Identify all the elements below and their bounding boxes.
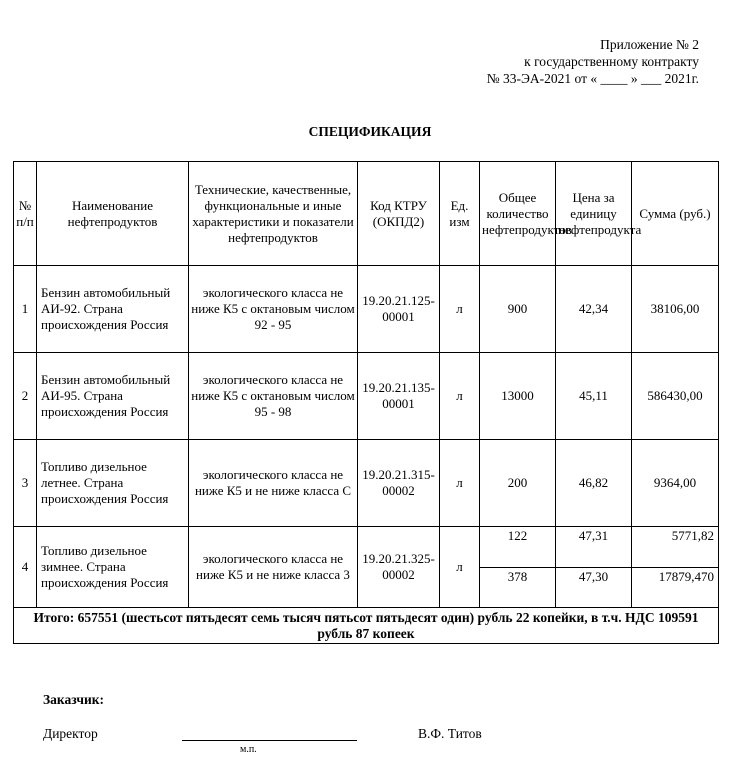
appendix-number: Приложение № 2 xyxy=(600,37,699,52)
product-price-split xyxy=(556,527,632,608)
product-price: 47,31 xyxy=(578,528,609,543)
col-header-name: Наименование нефтепродуктов xyxy=(37,162,189,266)
row-num: 2 xyxy=(14,353,37,440)
col-header-sum: Сумма (руб.) xyxy=(632,162,719,266)
product-characteristics: экологического класса не ниже К5 и не ниже класса С xyxy=(189,440,358,527)
product-sum: 586430,00 xyxy=(632,353,719,440)
product-quantity: 13000 xyxy=(480,353,556,440)
product-code: 19.20.21.125-00001 xyxy=(358,266,440,353)
product-unit: л xyxy=(440,527,480,608)
product-unit: л xyxy=(440,353,480,440)
signature-line xyxy=(182,740,357,741)
col-header-code: Код КТРУ (ОКПД2) xyxy=(358,162,440,266)
product-quantity: 378 xyxy=(480,567,555,608)
product-sum: 9364,00 xyxy=(632,440,719,527)
product-characteristics: экологического класса не ниже К5 с октановым числом 95 - 98 xyxy=(189,353,358,440)
col-header-characteristics: Технические, качественные, функциональные и иные характеристики и показатели нефтепродуктов xyxy=(189,162,358,266)
total-text: Итого: 657551 (шестьсот пятьдесят семь тысяч пятьсот пятьдесят один) рубль 22 копейки, в т.ч. НДС 109591 рубль 87 копеек xyxy=(14,608,719,644)
signer-name: В.Ф. Титов xyxy=(418,726,482,741)
product-characteristics: экологического класса не ниже К5 с октановым числом 92 - 95 xyxy=(189,266,358,353)
table-row xyxy=(14,527,719,608)
signer-position: Директор xyxy=(43,726,98,741)
product-quantity: 900 xyxy=(480,266,556,353)
col-header-quantity: Общее количество нефтепродуктов xyxy=(480,162,556,266)
product-code: 19.20.21.315-00002 xyxy=(358,440,440,527)
table-header-row xyxy=(14,162,719,266)
product-code: 19.20.21.325-00002 xyxy=(358,527,440,608)
row-num: 3 xyxy=(14,440,37,527)
product-name: Топливо дизельное летнее. Страна происхождения Россия xyxy=(37,440,189,527)
product-unit: л xyxy=(440,266,480,353)
contract-reference: к государственному контракту xyxy=(524,54,699,69)
total-row xyxy=(14,608,719,644)
document-title: СПЕЦИФИКАЦИЯ xyxy=(308,124,432,139)
product-price: 42,34 xyxy=(556,266,632,353)
table-row xyxy=(14,440,719,527)
col-header-price: Цена за единицу нефтепродукта xyxy=(556,162,632,266)
product-price: 47,30 xyxy=(556,567,631,608)
product-price: 45,11 xyxy=(556,353,632,440)
contract-number-date: № 33-ЭА-2021 от « ____ » ___ 2021г. xyxy=(486,71,699,86)
table-row xyxy=(14,353,719,440)
product-name: Бензин автомобильный АИ-92. Страна происхождения Россия xyxy=(37,266,189,353)
product-sum: 38106,00 xyxy=(632,266,719,353)
col-header-unit: Ед. изм xyxy=(440,162,480,266)
product-price: 46,82 xyxy=(556,440,632,527)
specification-table xyxy=(13,161,719,644)
product-quantity: 200 xyxy=(480,440,556,527)
product-name: Бензин автомобильный АИ-95. Страна происхождения Россия xyxy=(37,353,189,440)
product-name: Топливо дизельное зимнее. Страна происхождения Россия xyxy=(37,527,189,608)
product-sum-split xyxy=(632,527,719,608)
row-num: 4 xyxy=(14,527,37,608)
row-num: 1 xyxy=(14,266,37,353)
product-unit: л xyxy=(440,440,480,527)
customer-label: Заказчик: xyxy=(43,692,105,707)
table-row xyxy=(14,266,719,353)
product-sum: 17879,470 xyxy=(632,567,718,608)
product-quantity: 122 xyxy=(507,528,528,543)
col-header-num: № п/п xyxy=(14,162,37,266)
stamp-place-label: м.п. xyxy=(240,744,257,755)
product-characteristics: экологического класса не ниже К5 и не ниже класса 3 xyxy=(189,527,358,608)
product-code: 19.20.21.135-00001 xyxy=(358,353,440,440)
product-sum: 5771,82 xyxy=(671,528,714,543)
product-quantity-split xyxy=(480,527,556,608)
